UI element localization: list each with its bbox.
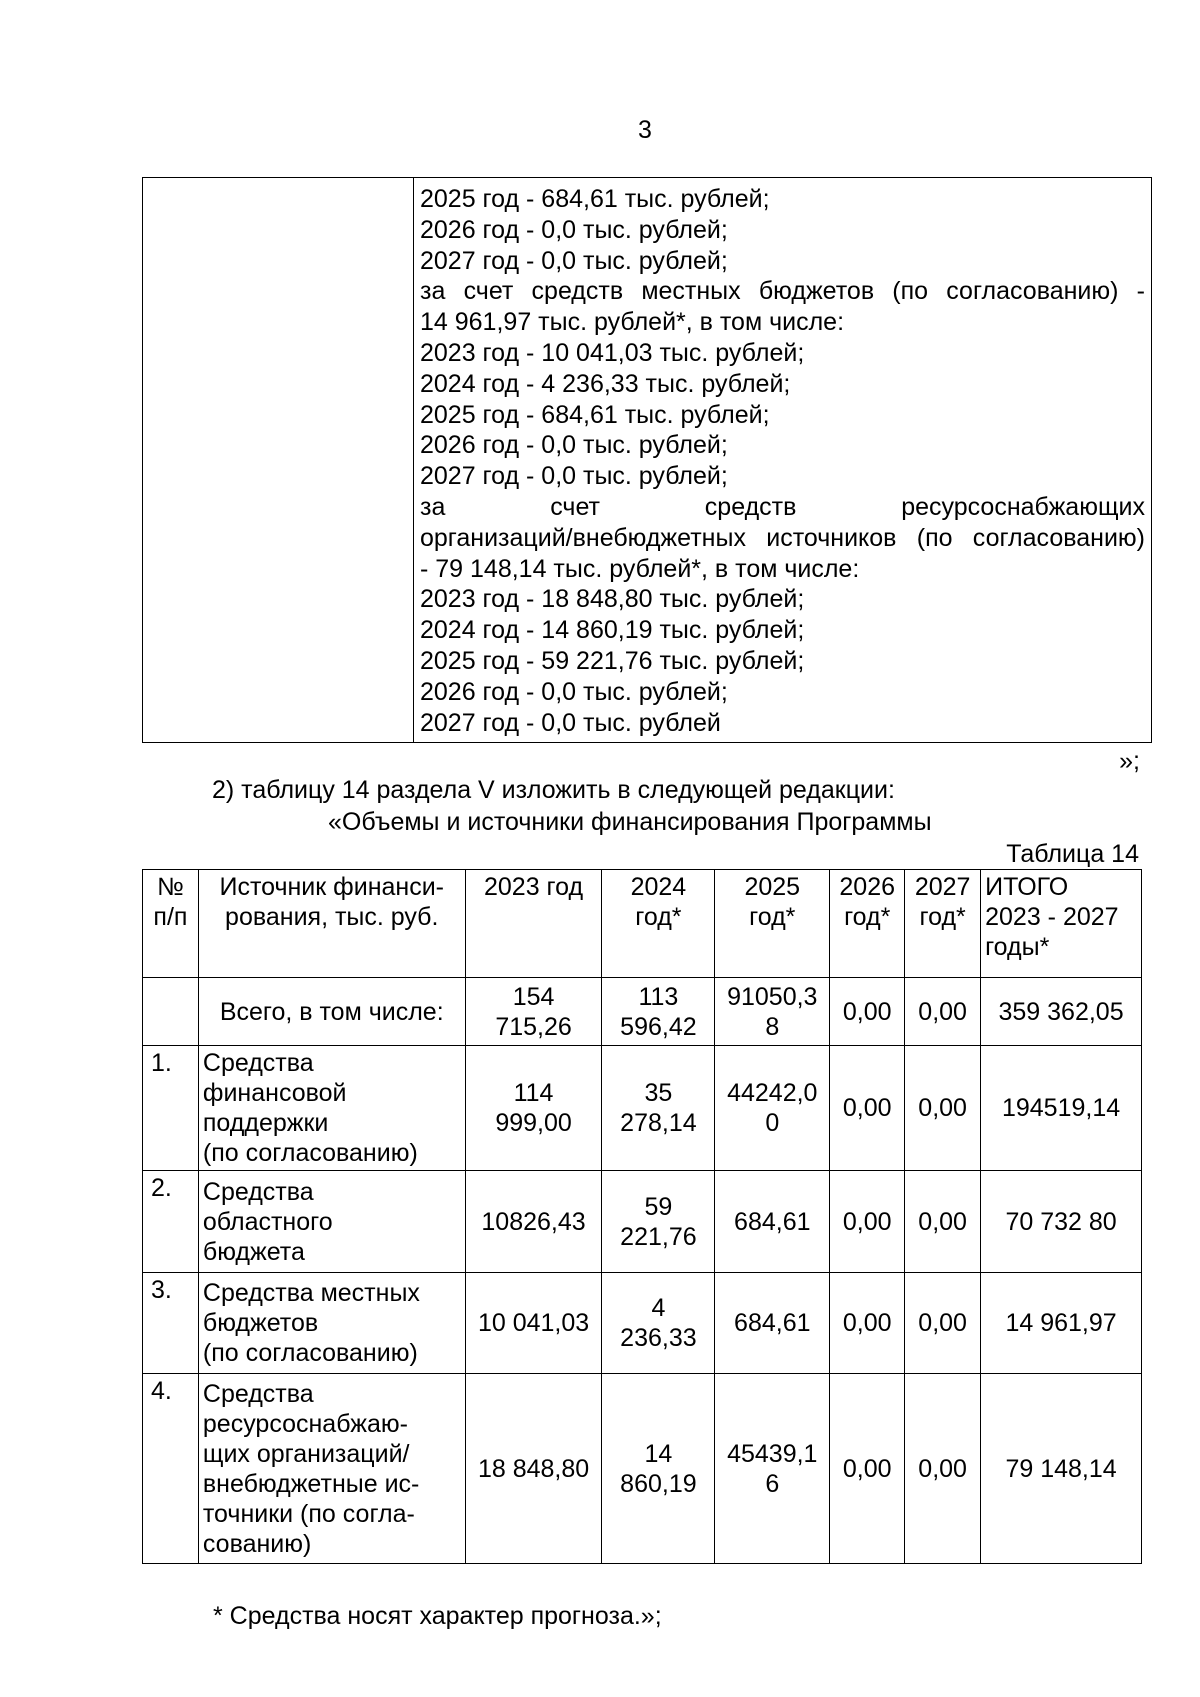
value-2026-cell: 0,00: [830, 1273, 905, 1374]
source-cell: Средства областного бюджета: [198, 1171, 465, 1273]
continuation-line: 2026 год - 0,0 тыс. рублей;: [420, 677, 728, 706]
value-total-cell: 14 961,97: [981, 1273, 1142, 1374]
row-number-cell: [143, 978, 199, 1046]
value-2027-cell: 0,00: [905, 1273, 981, 1374]
continuation-line: 2024 год - 14 860,19 тыс. рублей;: [420, 616, 805, 645]
continuation-line: 2025 год - 59 221,76 тыс. рублей;: [420, 646, 805, 675]
continuation-line: за счет средств ресурсоснабжающих: [420, 492, 1145, 521]
value-2027-cell: 0,00: [905, 1171, 981, 1273]
header-2027: 2027 год*: [905, 870, 981, 978]
instruction-text: 2) таблицу 14 раздела V изложить в следующей редакции:: [212, 776, 895, 804]
continuation-line: - 79 148,14 тыс. рублей*, в том числе:: [420, 554, 860, 583]
continuation-table: [142, 177, 1152, 743]
continuation-line: 2027 год - 0,0 тыс. рублей;: [420, 246, 728, 275]
source-cell: Всего, в том числе:: [198, 978, 465, 1046]
table-row: [143, 1171, 1142, 1273]
value-2024-cell: 4 236,33: [602, 1273, 715, 1374]
header-2025: 2025 год*: [715, 870, 830, 978]
continuation-line: 2027 год - 0,0 тыс. рублей: [420, 708, 721, 737]
header-2024: 2024 год*: [602, 870, 715, 978]
page-number: 3: [638, 116, 652, 144]
source-cell: Средства ресурсоснабжаю- щих организаций/ внебюджетные ис- точники (по согла- сованию): [198, 1374, 465, 1564]
value-2024-cell: 113 596,42: [602, 978, 715, 1046]
continuation-line: организаций/внебюджетных источников (по согласованию): [420, 523, 1145, 552]
value-2024-cell: 35 278,14: [602, 1046, 715, 1171]
header-2023: 2023 год: [465, 870, 602, 978]
value-2024-cell: 14 860,19: [602, 1374, 715, 1564]
value-2023-cell: 114 999,00: [465, 1046, 602, 1171]
continuation-line: 2023 год - 10 041,03 тыс. рублей;: [420, 338, 805, 367]
table-row: [143, 1374, 1142, 1564]
value-2025-cell: 91050,3 8: [715, 978, 830, 1046]
financing-table: [142, 869, 1142, 1564]
row-number-cell: 2.: [143, 1171, 199, 1273]
source-cell: Средства местных бюджетов (по согласованию): [198, 1273, 465, 1374]
value-total-cell: 70 732 80: [981, 1171, 1142, 1273]
continuation-line: 2026 год - 0,0 тыс. рублей;: [420, 431, 728, 460]
value-2027-cell: 0,00: [905, 1374, 981, 1564]
table-header-row: [143, 870, 1142, 978]
table-row: [143, 978, 1142, 1046]
table-row: [143, 1273, 1142, 1374]
closing-quote: »;: [1119, 747, 1140, 775]
header-total: ИТОГО 2023 - 2027 годы*: [981, 870, 1142, 978]
table-row: [143, 1046, 1142, 1171]
table-label: Таблица 14: [1006, 840, 1139, 868]
header-source: Источник финанси- рования, тыс. руб.: [198, 870, 465, 978]
table-title: «Объемы и источники финансирования Программы: [328, 808, 932, 836]
value-2024-cell: 59 221,76: [602, 1171, 715, 1273]
continuation-line: 2024 год - 4 236,33 тыс. рублей;: [420, 369, 791, 398]
source-cell: Средства финансовой поддержки (по согласованию): [198, 1046, 465, 1171]
value-2026-cell: 0,00: [830, 1046, 905, 1171]
value-2023-cell: 10826,43: [465, 1171, 602, 1273]
continuation-line: 2023 год - 18 848,80 тыс. рублей;: [420, 585, 805, 614]
continuation-empty-cell: [143, 178, 414, 743]
value-2023-cell: 18 848,80: [465, 1374, 602, 1564]
continuation-line: 2027 год - 0,0 тыс. рублей;: [420, 462, 728, 491]
value-2026-cell: 0,00: [830, 978, 905, 1046]
value-2025-cell: 684,61: [715, 1273, 830, 1374]
continuation-text-cell: [414, 178, 1152, 743]
value-2026-cell: 0,00: [830, 1374, 905, 1564]
value-2025-cell: 44242,0 0: [715, 1046, 830, 1171]
footnote: * Средства носят характер прогноза.»;: [213, 1602, 662, 1630]
value-2023-cell: 10 041,03: [465, 1273, 602, 1374]
continuation-line: 2026 год - 0,0 тыс. рублей;: [420, 215, 728, 244]
value-total-cell: 79 148,14: [981, 1374, 1142, 1564]
row-number-cell: 1.: [143, 1046, 199, 1171]
row-number-cell: 3.: [143, 1273, 199, 1374]
value-2027-cell: 0,00: [905, 978, 981, 1046]
value-2026-cell: 0,00: [830, 1171, 905, 1273]
value-2025-cell: 684,61: [715, 1171, 830, 1273]
continuation-line: 2025 год - 684,61 тыс. рублей;: [420, 400, 770, 429]
value-2023-cell: 154 715,26: [465, 978, 602, 1046]
value-2027-cell: 0,00: [905, 1046, 981, 1171]
value-total-cell: 194519,14: [981, 1046, 1142, 1171]
continuation-line: 2025 год - 684,61 тыс. рублей;: [420, 185, 770, 213]
value-total-cell: 359 362,05: [981, 978, 1142, 1046]
header-2026: 2026 год*: [830, 870, 905, 978]
value-2025-cell: 45439,1 6: [715, 1374, 830, 1564]
continuation-line: 14 961,97 тыс. рублей*, в том числе:: [420, 308, 845, 337]
row-number-cell: 4.: [143, 1374, 199, 1564]
continuation-line: за счет средств местных бюджетов (по согласованию) -: [420, 277, 1145, 306]
header-number: № п/п: [143, 870, 199, 978]
